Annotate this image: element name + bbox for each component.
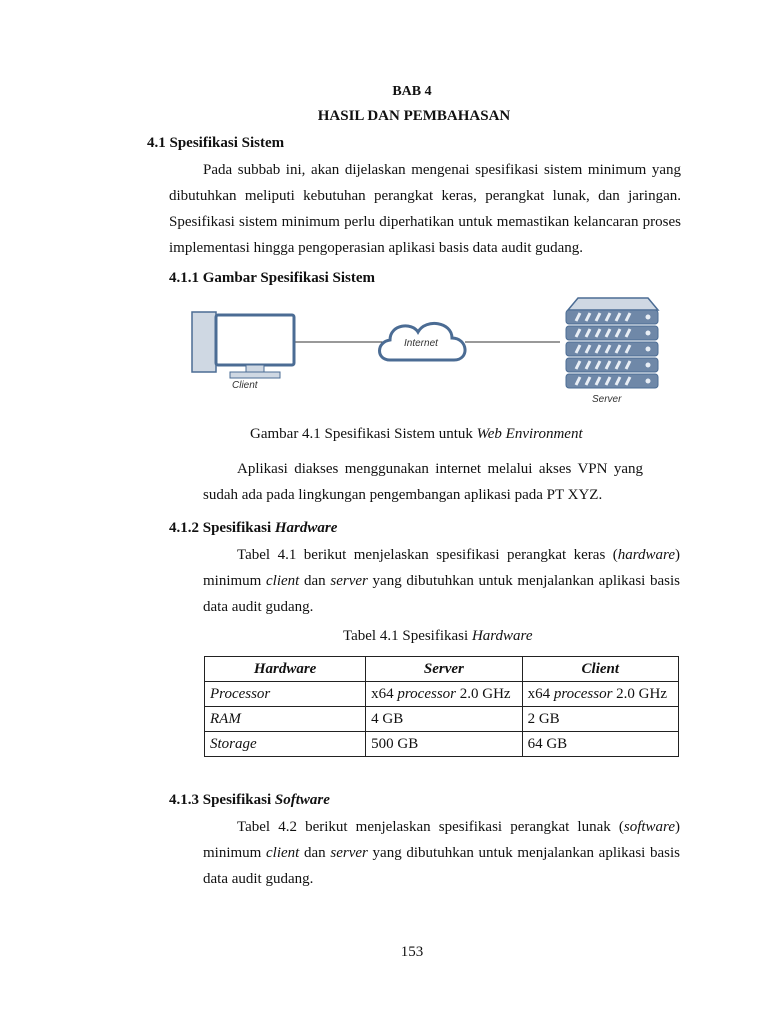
figure-caption-italic: Web Environment: [476, 426, 583, 442]
table-caption-text: Tabel 4.1 Spesifikasi: [343, 628, 472, 644]
heading-4-1-3-italic: Software: [274, 792, 330, 808]
cell-client: 2 GB: [522, 707, 678, 732]
header-server: Server: [366, 657, 522, 682]
server-label: Server: [592, 394, 622, 405]
table-row: [205, 682, 679, 707]
para-italic: client: [266, 845, 300, 861]
hardware-table: [204, 656, 679, 757]
cell-text: 2.0 GHz: [612, 685, 667, 702]
section-4-1-paragraph: Pada subbab ini, akan dijelaskan mengenai spesifikasi sistem minimum yang dibutuhkan meliputi kebutuhan perangkat keras, perangkat lunak, dan jaringan. Spesifikasi sistem minimum perlu diperhatikan untuk memastikan kelancaran proses implementasi hingga pengoperasian aplikasi basis data audit gudang.: [169, 162, 681, 256]
section-heading-4-1-2: [169, 520, 337, 537]
heading-4-1-3-text: 4.1.3 Spesifikasi: [169, 792, 275, 808]
cell-server: 500 GB: [366, 732, 522, 757]
section-heading-4-1-1: 4.1.1 Gambar Spesifikasi Sistem: [169, 270, 375, 286]
table-header-row: [205, 657, 679, 682]
section-4-1-2-paragraph: [203, 542, 680, 620]
figure-caption-text: Gambar 4.1 Spesifikasi Sistem untuk: [250, 426, 477, 442]
para-italic: hardware: [617, 547, 675, 563]
para-text: ) minimum: [203, 819, 680, 861]
para-italic: software: [623, 819, 675, 835]
page-number: 153: [400, 944, 424, 960]
para-text: ) minimum: [203, 547, 680, 589]
para-italic: client: [266, 573, 300, 589]
cell-client: 64 GB: [522, 732, 678, 757]
section-4-1-3-paragraph: [203, 814, 680, 892]
para-text: yang dibutuhkan untuk menjalankan aplikasi basis data audit gudang.: [203, 573, 680, 615]
cell-server: 4 GB: [366, 707, 522, 732]
cell-text: 2.0 GHz: [456, 685, 511, 702]
client-label: Client: [232, 380, 258, 391]
heading-4-1-2-italic: Hardware: [274, 520, 338, 536]
internet-label: Internet: [404, 338, 438, 349]
row-label: Storage: [205, 732, 366, 757]
para-text: Tabel 4.1 berikut menjelaskan spesifikasi perangkat keras (: [237, 547, 618, 563]
cell-text: x64: [527, 685, 554, 702]
table-caption-italic: Hardware: [471, 628, 533, 644]
header-client: Client: [522, 657, 678, 682]
table-caption: [343, 628, 533, 645]
cell-server: [366, 682, 522, 707]
row-label: Processor: [205, 682, 366, 707]
figure-caption: [250, 426, 583, 443]
para-text: dan: [299, 845, 331, 861]
chapter-title: HASIL DAN PEMBAHASAN: [317, 108, 511, 124]
cell-client: [522, 682, 678, 707]
cell-italic: processor: [397, 685, 457, 702]
section-heading-4-1: 4.1 Spesifikasi Sistem: [147, 135, 285, 151]
heading-4-1-2-text: 4.1.2 Spesifikasi: [169, 520, 275, 536]
para-italic: server: [330, 573, 368, 589]
cell-italic: processor: [553, 685, 613, 702]
server-rack-icon: [566, 298, 658, 388]
table-row: [205, 732, 679, 757]
para-italic: server: [330, 845, 368, 861]
system-diagram: [190, 290, 670, 410]
section-4-1-1-paragraph: Aplikasi diakses menggunakan internet melalui akses VPN yang sudah ada pada lingkungan pengembangan aplikasi pada PT XYZ.: [203, 461, 643, 503]
para-text: yang dibutuhkan untuk menjalankan aplikasi basis data audit gudang.: [203, 845, 680, 887]
chapter-number: BAB 4: [392, 84, 432, 99]
table-row: [205, 707, 679, 732]
client-computer-icon: [192, 312, 294, 378]
cell-text: x64: [371, 685, 398, 702]
header-hardware: Hardware: [205, 657, 366, 682]
row-label: RAM: [205, 707, 366, 732]
section-heading-4-1-3: [169, 792, 330, 809]
para-text: Tabel 4.2 berikut menjelaskan spesifikasi perangkat lunak (: [237, 819, 624, 835]
system-diagram-svg: [190, 290, 670, 410]
para-text: dan: [299, 573, 331, 589]
